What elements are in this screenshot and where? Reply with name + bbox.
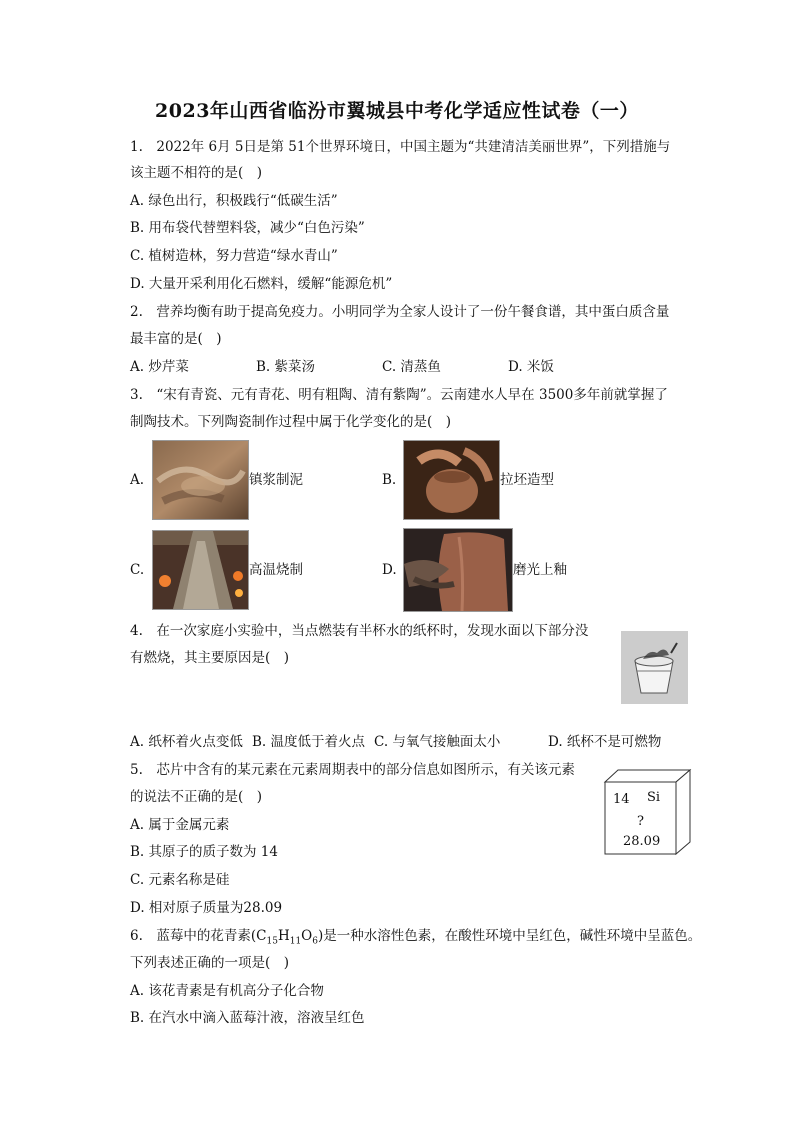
element-name: ? xyxy=(637,814,644,829)
q4-option-d: D. 纸杯不是可燃物 xyxy=(548,734,662,750)
q5-option-a: A. 属于金属元素 xyxy=(130,817,230,833)
q1-option-d: D. 大量开采利用化石燃料，缓解“能源危机” xyxy=(130,276,393,292)
element-atomic-number: 14 xyxy=(613,792,630,807)
q2-option-d: D. 米饭 xyxy=(508,359,554,375)
q4-stem-line2: 有燃烧，其主要原因是( ) xyxy=(130,650,290,666)
q4-paper-cup-image xyxy=(621,631,688,704)
element-symbol: Si xyxy=(647,790,661,805)
q4-option-b: B. 温度低于着火点 xyxy=(252,734,366,750)
q1-stem-line2: 该主题不相符的是( ) xyxy=(130,165,263,181)
q3-option-d-letter: D. xyxy=(382,562,397,578)
q5-stem-line1: 5. 芯片中含有的某元素在元素周期表中的部分信息如图所示，有关该元素 xyxy=(130,762,575,778)
q3-option-c-text: 高温烧制 xyxy=(249,562,303,578)
page-title: 2023年山西省临汾市翼城县中考化学适应性试卷（一） xyxy=(155,100,639,122)
q3-option-a-letter: A. xyxy=(130,472,145,488)
q6-option-b: B. 在汽水中滴入蓝莓汁液，溶液呈红色 xyxy=(130,1010,365,1026)
element-atomic-mass: 28.09 xyxy=(623,834,661,849)
q3-option-b-image xyxy=(403,440,500,520)
q5-option-d: D. 相对原子质量为28.09 xyxy=(130,900,283,916)
q1-stem-line1: 1. 2022年 6月 5日是第 51个世界环境日，中国主题为“共建清洁美丽世界”，下列措施与 xyxy=(130,139,671,155)
q2-option-c: C. 清蒸鱼 xyxy=(382,359,441,375)
q6-stem-line1: 6. 蓝莓中的花青素$(C_{15}H_{11}O_6)$是一种水溶性色素，在酸性环境中呈红色，碱性环境中呈蓝色。 xyxy=(130,928,702,947)
q5-stem-line2: 的说法不正确的是( ) xyxy=(130,789,263,805)
q3-option-d-text: 磨光上釉 xyxy=(513,562,567,578)
q2-stem-line1: 2. 营养均衡有助于提高免疫力。小明同学为全家人设计了一份午餐食谱，其中蛋白质含量 xyxy=(130,304,670,320)
q3-option-b-text: 拉坯造型 xyxy=(500,472,554,488)
q1-option-a: A. 绿色出行，积极践行“低碳生活” xyxy=(130,193,338,209)
q3-stem-line1: 3. “宋有青瓷、元有青花、明有粗陶、清有紫陶”。云南建水人早在 3500多年前就掌握了 xyxy=(130,387,668,403)
q2-stem-line2: 最丰富的是( ) xyxy=(130,331,222,347)
q4-option-c: C. 与氧气接触面太小 xyxy=(374,734,501,750)
q6-stem-line2: 下列表述正确的一项是( ) xyxy=(130,955,290,971)
q2-option-b: B. 紫菜汤 xyxy=(256,359,316,375)
q1-option-b: B. 用布袋代替塑料袋，减少“白色污染” xyxy=(130,220,365,236)
q4-stem-line1: 4. 在一次家庭小实验中，当点燃装有半杯水的纸杯时，发现水面以下部分没 xyxy=(130,623,589,639)
q3-option-a-text: 镇浆制泥 xyxy=(249,472,303,488)
q5-option-b: B. 其原子的质子数为 14 xyxy=(130,844,278,860)
q3-stem-line2: 制陶技术。下列陶瓷制作过程中属于化学变化的是( ) xyxy=(130,414,452,430)
q3-option-c-letter: C. xyxy=(130,562,145,578)
q4-option-a: A. 纸杯着火点变低 xyxy=(130,734,243,750)
q3-option-c-image xyxy=(152,530,249,610)
element-periodic-cell xyxy=(605,782,676,854)
q3-option-a-image xyxy=(152,440,249,520)
q3-option-d-image xyxy=(403,528,513,612)
q1-option-c: C. 植树造林，努力营造“绿水青山” xyxy=(130,248,338,264)
q2-option-a: A. 炒芹菜 xyxy=(130,359,189,375)
q5-option-c: C. 元素名称是硅 xyxy=(130,872,230,888)
q6-option-a: A. 该花青素是有机高分子化合物 xyxy=(130,983,324,999)
q3-option-b-letter: B. xyxy=(382,472,397,488)
